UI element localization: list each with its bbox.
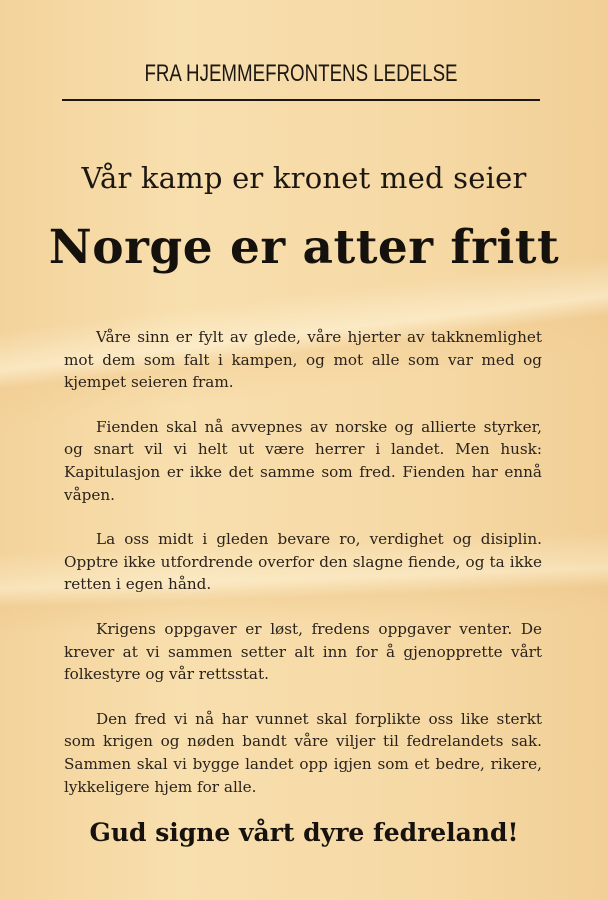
- paragraph-2: Fienden skal nå avvepnes av norske og allierte styrker, og snart vil vi helt ut være herrer i landet. Men husk: Kapitulasjon er ikke det samme som fred. Fienden har ennå våpen.: [64, 417, 542, 504]
- paragraph-1: Våre sinn er fylt av glede, våre hjerter av takknemlighet mot dem som falt i kampen, og mot alle som var med og kjempet seieren fram.: [64, 328, 542, 392]
- closing-line: Gud signe vårt dyre fedreland!: [89, 818, 519, 847]
- header-rule: [62, 99, 540, 101]
- header-organization: FRA HJEMMEFRONTENS LEDELSE: [144, 60, 458, 87]
- main-title: Norge er atter fritt: [48, 220, 560, 275]
- paragraph-3: La oss midt i gleden bevare ro, verdighet og disiplin. Opptre ikke utfordrende overfor den slagne fiende, og ta ikke retten i egen hånd.: [64, 530, 542, 594]
- body-text: [64, 326, 542, 820]
- paragraph-5: Den fred vi nå har vunnet skal forplikte oss like sterkt som krigen og nøden bandt våre viljer til fedrelandets sak. Sammen skal vi bygge landet opp igjen som et bedre, rikere, lykkeligere hjem for alle.: [64, 709, 542, 796]
- paragraph-4: Krigens oppgaver er løst, fredens oppgaver venter. De krever at vi sammen setter alt inn for å gjenopprette vårt folkestyre og vår rettsstat.: [64, 619, 542, 684]
- subtitle: Vår kamp er kronet med seier: [81, 161, 527, 195]
